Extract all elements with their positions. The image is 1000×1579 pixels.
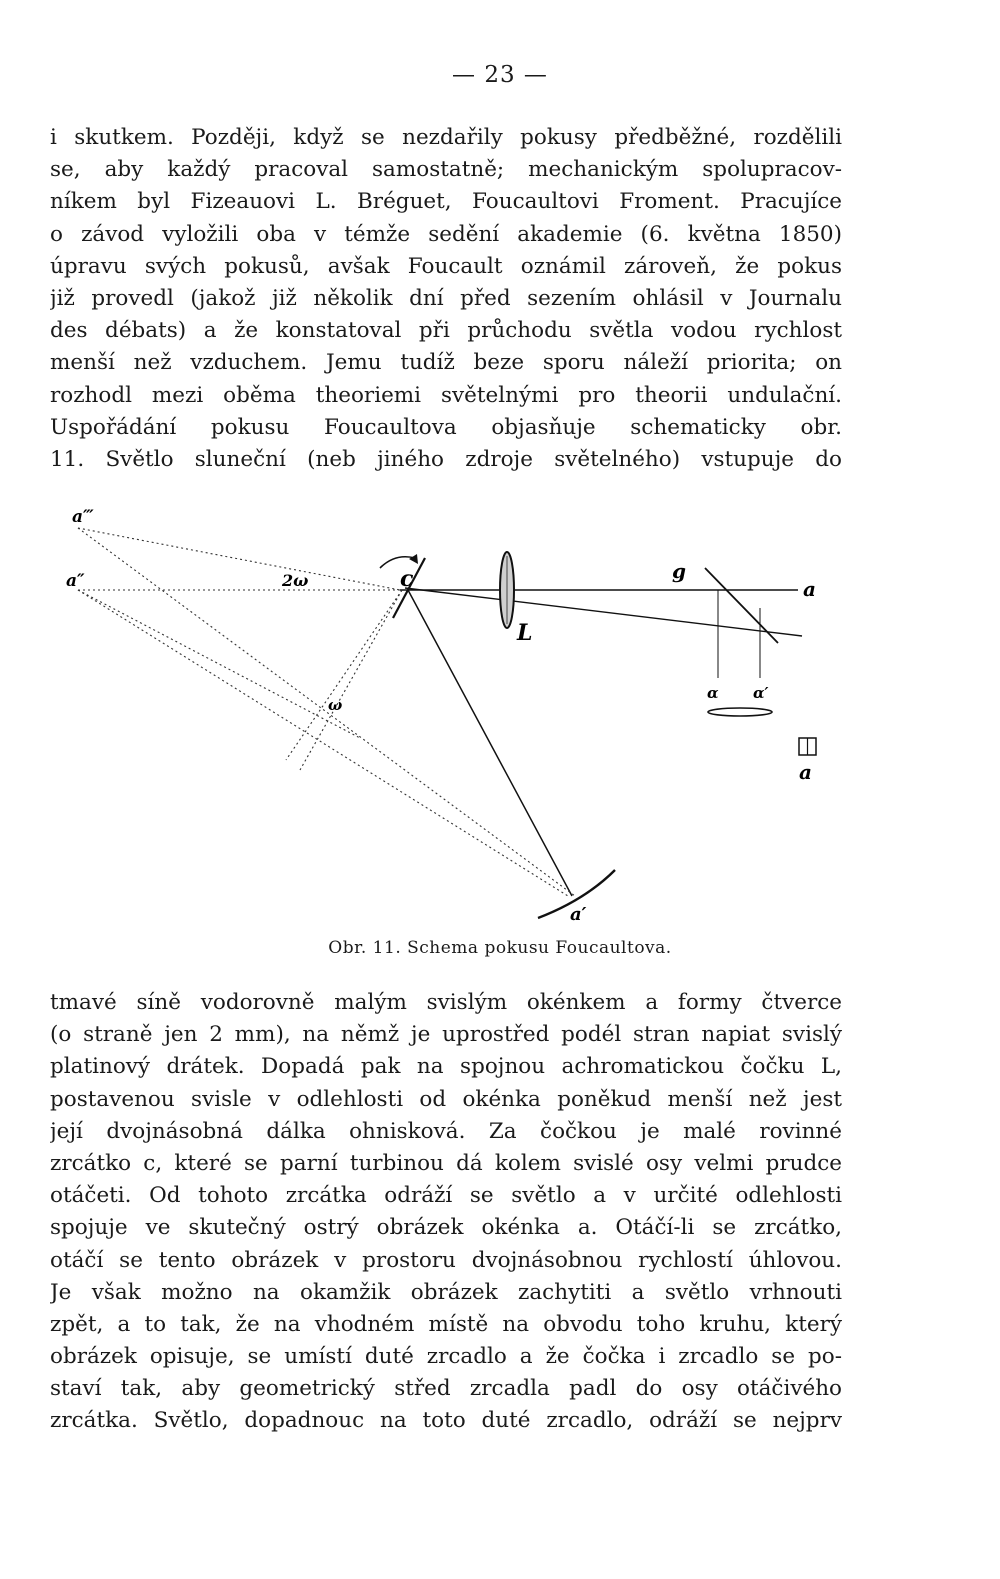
ray-to-concave-mirror	[408, 590, 572, 896]
label-window-a: a	[799, 760, 812, 784]
dotted-ray-2	[78, 590, 568, 896]
oblique-ray	[405, 588, 802, 636]
label-c: c	[400, 566, 414, 592]
text-line: její dvojnásobná dálka ohnisková. Za čočkou je malé rovinné	[50, 1118, 842, 1144]
text-line: staví tak, aby geometrický střed zrcadla padl do osy otáčivého	[50, 1376, 842, 1402]
text-line: menší než vzduchem. Jemu tudíž beze sporu náleží priorita; on	[50, 350, 842, 376]
text-line: otáčeti. Od tohoto zrcátka odráží se světlo a v určité odlehlosti	[50, 1183, 842, 1209]
dotted-mirror-position-2	[300, 590, 402, 770]
label-L: L	[517, 620, 533, 646]
paragraph-2	[50, 987, 842, 1438]
page-number: — 23 —	[452, 62, 548, 88]
text-line: i skutkem. Později, když se nezdařily pokusy předběžné, rozdělili	[50, 125, 842, 150]
label-omega: ω	[328, 696, 343, 714]
figure-caption: Obr. 11. Schema pokusu Foucaultova.	[328, 938, 672, 958]
text-line: zpět, a to tak, že na vhodném místě na obvodu toho kruhu, který	[50, 1311, 842, 1337]
dotted-ray-a-triple-prime	[78, 528, 400, 590]
eyepiece-lens	[708, 708, 772, 716]
text-line: obrázek opisuje, se umístí duté zrcadlo a že čočka i zrcadlo se po-	[50, 1344, 842, 1370]
text-line: zrcátko c, které se parní turbinou dá kolem svislé osy velmi prudce	[50, 1150, 842, 1176]
label-a-prime: a′	[570, 904, 587, 925]
label-a: a	[803, 577, 816, 601]
text-line: tmavé síně vodorovně malým svislým okénkem a formy čtverce	[50, 990, 842, 1015]
dotted-mirror-position-1	[286, 590, 402, 760]
label-alpha-prime: α′	[753, 684, 769, 702]
text-line: úpravu svých pokusů, avšak Foucault oznámil zároveň, že pokus	[50, 253, 842, 279]
label-a-triple-prime: a‴	[72, 507, 94, 527]
text-line: zrcátka. Světlo, dopadnouc na toto duté zrcadlo, odráží se nejprv	[50, 1408, 842, 1434]
text-line: se, aby každý pracoval samostatně; mechanickým spolupracov-	[50, 157, 842, 183]
rotation-arrow-head	[409, 554, 418, 564]
label-a-double-prime: a″	[66, 571, 85, 591]
text-line: platinový drátek. Dopadá pak na spojnou achromatickou čočku L,	[50, 1054, 842, 1080]
foucault-experiment-diagram	[50, 498, 850, 928]
label-two-omega: 2ω	[282, 571, 309, 590]
glass-plate	[705, 568, 778, 643]
text-line: otáčí se tento obrázek v prostoru dvojnásobnou rychlostí úhlovou.	[50, 1247, 842, 1273]
text-line: rozhodl mezi oběma theoriemi světelnými pro theorii undulační.	[50, 382, 842, 408]
text-line: Je však možno na okamžik obrázek zachytiti a světlo vrhnouti	[50, 1279, 842, 1305]
text-line: postavenou svisle v odlehlosti od okénka poněkud menší než jest	[50, 1086, 842, 1112]
label-alpha: α	[707, 684, 719, 702]
text-line: níkem byl Fizeauovi L. Bréguet, Foucaultovi Froment. Pracujíce	[50, 189, 842, 215]
dotted-ray-3	[78, 590, 360, 738]
text-line: spojuje ve skutečný ostrý obrázek okénka a. Otáčí-li se zrcátko,	[50, 1215, 842, 1241]
text-line: des débats) a že konstatoval při průchodu světla vodou rychlost	[50, 318, 842, 344]
text-line: Uspořádání pokusu Foucaultova objasňuje schematicky obr.	[50, 414, 842, 440]
label-g: g	[672, 559, 686, 583]
text-line: o závod vyložili oba v témže sedění akademie (6. května 1850)	[50, 221, 842, 247]
text-line: (o straně jen 2 mm), na němž je uprostřed podél stran napiat svislý	[50, 1022, 842, 1048]
text-line: 11. Světlo sluneční (neb jiného zdroje světelného) vstupuje do	[50, 446, 842, 472]
text-line: již provedl (jakož již několik dní před sezením ohlásil v Journalu	[50, 285, 842, 311]
paragraph-1	[50, 122, 842, 476]
